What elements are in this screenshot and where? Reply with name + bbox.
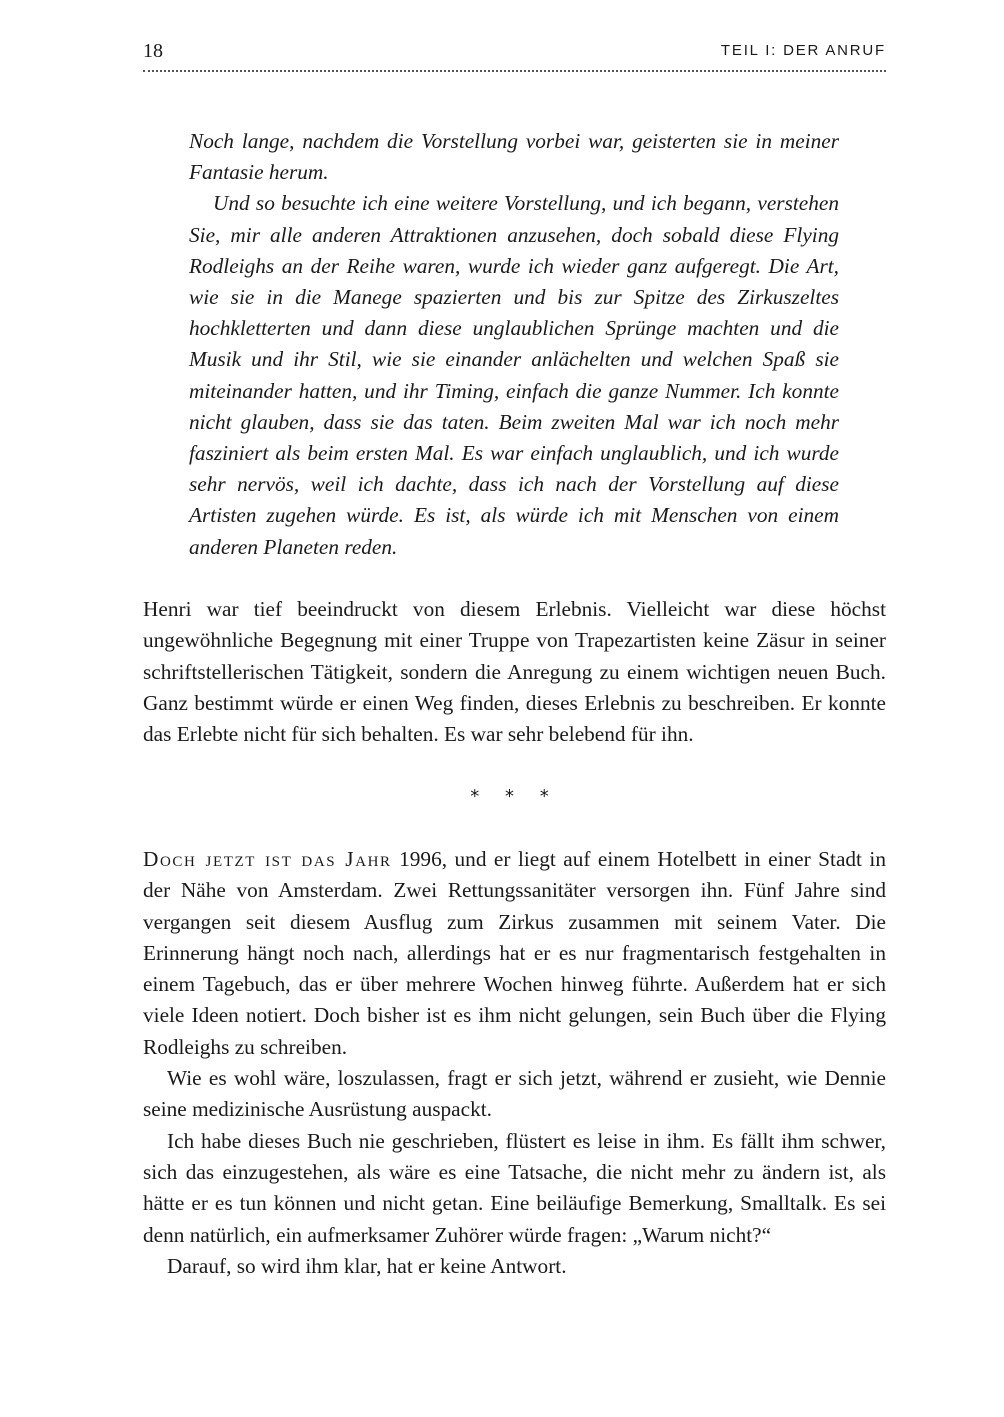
page-number: 18 [143,40,163,62]
section-body [143,594,886,750]
paragraph-text: 1996, und er liegt auf einem Hotelbett in einer Stadt in der Nähe von Amsterdam. Zwei Rettungssanitäter versorgen ihn. Fünf Jahre sind vergangen seit diesem Ausflug zum Zirkus zusammen mit seinem Vater. Die Erinnerung hängt noch nach, allerdings hat er es nur fragmentarisch festgehalten in einem Tagebuch, das er über mehrere Wochen hinweg führte. Außerdem hat er sich viele Ideen notiert. Doch bisher ist es ihm nicht gelungen, sein Buch über die Flying Rodleighs zu schreiben. [143,847,886,1059]
body-paragraph: Henri war tief beeindruckt von diesem Erlebnis. Vielleicht war diese höchst ungewöhnliche Begegnung mit einer Truppe von Trapezartisten keine Zäsur in seiner schriftstellerischen Tätigkeit, sondern die Anregung zu einem wichtigen neuen Buch. Ganz bestimmt würde er einen Weg finden, dieses Erlebnis zu beschreiben. Er konnte das Erlebte nicht für sich behalten. Es war sehr belebend für ihn. [143,597,886,747]
quote-paragraph: Noch lange, nachdem die Vorstellung vorbei war, geisterten sie in meiner Fantasie herum. [189,129,839,185]
running-head: TEIL I: DER ANRUF [720,42,886,59]
block-quote [189,126,839,563]
body-paragraph [143,844,886,1063]
body-paragraph: Darauf, so wird ihm klar, hat er keine Antwort. [167,1253,567,1278]
section-body [143,844,886,1282]
lead-in-small-caps: Doch jetzt ist das Jahr [143,847,392,871]
body-paragraph: Ich habe dieses Buch nie geschrieben, flüstert es leise in ihm. Es fällt ihm schwer, sich das einzugestehen, als wäre es eine Tatsache, die nicht mehr zu ändern ist, als hätte er es tun können und nicht getan. Eine beiläufige Bemerkung, Smalltalk. Es sei denn natürlich, ein aufmerksamer Zuhörer würde fragen: „Warum nicht?“ [143,1128,886,1247]
page-header [143,40,886,76]
header-dotted-rule [143,70,886,72]
quote-paragraph: Und so besuchte ich eine weitere Vorstellung, und ich begann, verstehen Sie, mir alle anderen Attraktionen anzusehen, doch sobald diese Flying Rodleighs an der Reihe waren, wurde ich wieder ganz aufgeregt. Die Art, wie sie in die Manege spazierten und bis zur Spitze des Zirkuszeltes hochkletterten und dann diese unglaublichen Sprünge machten und die Musik und ihr Stil, wie sie einander anlächelten und welchen Spaß sie miteinander hatten, und ihr Timing, einfach die ganze Nummer. Ich konnte nicht glauben, dass sie das taten. Beim zweiten Mal war ich noch mehr fasziniert als beim ersten Mal. Es war einfach unglaublich, und ich wurde sehr nervös, weil ich dachte, dass ich nach der Vorstellung auf diese Artisten zugehen würde. Es ist, als würde ich mit Menschen von einem anderen Planeten reden. [189,191,839,559]
section-separator: * * * [470,786,559,807]
body-paragraph: Wie es wohl wäre, loszulassen, fragt er sich jetzt, während er zusieht, wie Dennie seine medizinische Ausrüstung auspackt. [143,1066,886,1122]
